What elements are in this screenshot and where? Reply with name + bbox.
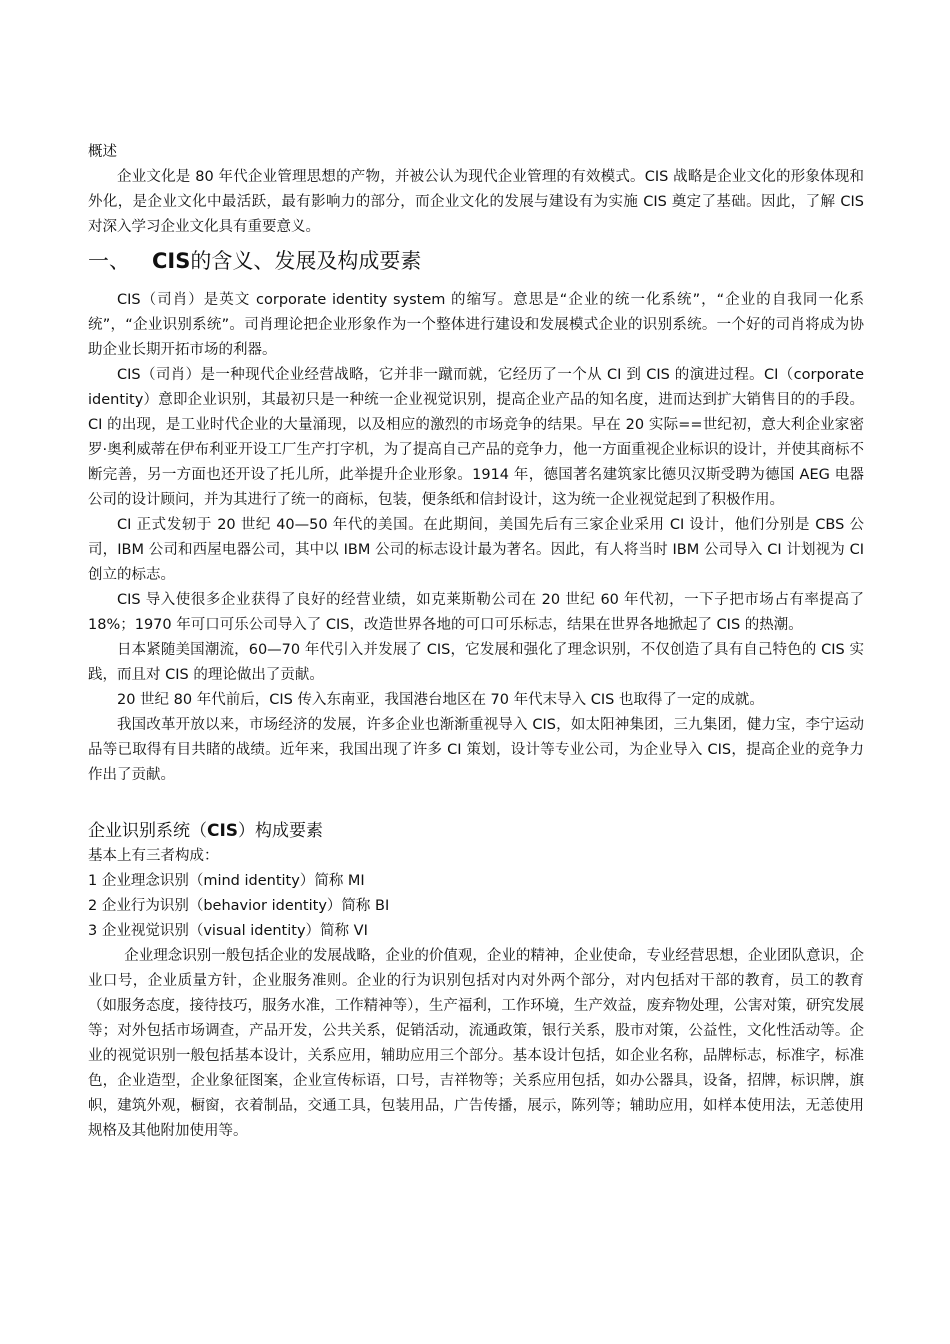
body-paragraph: 20 世纪 80 年代前后，CIS 传入东南亚，我国港台地区在 70 年代末导入 CIS 也取得了一定的成就。 bbox=[117, 692, 764, 708]
body-paragraph: 我国改革开放以来，市场经济的发展，许多企业也渐渐重视导入 CIS，如太阳神集团，三九集团，健力宝，李宁运动品等已取得有目共睹的战绩。近年来，我国出现了许多 CI 策划，设计等专业公司，为企业导入 CIS，提高企业的竞争力作出了贡献。 bbox=[88, 717, 864, 783]
list-item: 2 企业行为识别（behavior identity）简称 BI bbox=[88, 898, 390, 914]
section-title bbox=[152, 246, 421, 276]
intro-paragraph: 企业文化是 80 年代企业管理思想的产物，并被公认为现代企业管理的有效模式。CIS 战略是企业文化的形象体现和外化，是企业文化中最活跃，最有影响力的部分，而企业文化的发展与建设有为实施 CIS 奠定了基础。因此，了解 CIS 对深入学习企业文化具有重要意义。 bbox=[88, 169, 864, 235]
section-number: 一、 bbox=[88, 249, 130, 273]
body-paragraph: 日本紧随美国潮流，60—70 年代引入并发展了 CIS，它发展和强化了理念识别，不仅创造了具有自己特色的 CIS 实践，而且对 CIS 的理论做出了贡献。 bbox=[88, 642, 864, 683]
document-page bbox=[88, 140, 864, 1144]
body-paragraph: CI 正式发轫于 20 世纪 40—50 年代的美国。在此期间，美国先后有三家企业采用 CI 设计，他们分别是 CBS 公司，IBM 公司和西屋电器公司，其中以 IBM 公司的标志设计最为著名。因此，有人将当时 IBM 公司导入 CI 计划视为 CI 创立的标志。 bbox=[88, 517, 864, 583]
body-paragraph: CIS（司肖）是英文 corporate identity system 的缩写。意思是“企业的统一化系统”，“企业的自我同一化系统”，“企业识别系统”。司肖理论把企业形象作为一个整体进行建设和发展模式企业的识别系统。一个好的司肖将成为协助企业长期开拓市场的利器。 bbox=[88, 292, 864, 358]
section2-title-pre: 企业识别系统（ bbox=[88, 821, 207, 841]
body-paragraph: CIS（司肖）是一种现代企业经营战略，它并非一蹴而就，它经历了一个从 CI 到 CIS 的演进过程。CI（corporate identity）意即企业识别，其最初只是一种统一企业视觉识别，提高企业产品的知名度，进而达到扩大销售目的的手段。CI 的出现，是工业时代企业的大量涌现，以及相应的激烈的市场竞争的结果。早在 20 实际==世纪初，意大利企业家密罗·奥利威蒂在伊布利亚开设工厂生产打字机，为了提高自己产品的竞争力，他一方面重视企业标识的设计，并使其商标不断完善，另一方面也还开设了托儿所，此举提升企业形象。1914 年，德国著名建筑家比德贝汉斯受聘为德国 AEG 电器公司的设计顾问，并为其进行了统一的商标，包装，便条纸和信封设计，这为统一企业视觉起到了积极作用。 bbox=[88, 367, 864, 508]
overview-label: 概述 bbox=[88, 144, 117, 160]
section-title-rest: 的含义、发展及构成要素 bbox=[190, 249, 422, 273]
section2-title-post: ）构成要素 bbox=[238, 821, 324, 841]
section2-title-bold: CIS bbox=[207, 821, 239, 841]
section-title-bold: CIS bbox=[152, 249, 191, 273]
list-item: 1 企业理念识别（mind identity）简称 MI bbox=[88, 873, 365, 889]
body-paragraph: CIS 导入使很多企业获得了良好的经营业绩，如克莱斯勒公司在 20 世纪 60 年代初，一下子把市场占有率提高了 18%；1970 年可口可乐公司导入了 CIS，改造世界各地的可口可乐标志，结果在世界各地掀起了 CIS 的热潮。 bbox=[88, 592, 864, 633]
closing-paragraph: 企业理念识别一般包括企业的发展战略，企业的价值观，企业的精神，企业使命，专业经营思想，企业团队意识，企业口号，企业质量方针，企业服务准则。企业的行为识别包括对内对外两个部分，对内包括对干部的教育，员工的教育（如服务态度，接待技巧，服务水准，工作精神等），生产福利，工作环境，生产效益，废弃物处理，公害对策，研究发展等；对外包括市场调查，产品开发，公共关系，促销活动，流通政策，银行关系，股市对策，公益性，文化性活动等。企业的视觉识别一般包括基本设计，关系应用，辅助应用三个部分。基本设计包括，如企业名称，品牌标志，标准字，标准色，企业造型，企业象征图案，企业宣传标语，口号，吉祥物等；关系应用包括，如办公器具，设备，招牌，标识牌，旗帜，建筑外观，橱窗，衣着制品，交通工具，包装用品，广告传播，展示，陈列等；辅助应用，如样本使用法，无恙使用规格及其他附加使用等。 bbox=[88, 948, 864, 1139]
composition-intro: 基本上有三者构成： bbox=[88, 848, 219, 864]
section-heading-1 bbox=[88, 246, 864, 276]
section-heading-2 bbox=[88, 818, 864, 844]
list-item: 3 企业视觉识别（visual identity）简称 VI bbox=[88, 923, 368, 939]
